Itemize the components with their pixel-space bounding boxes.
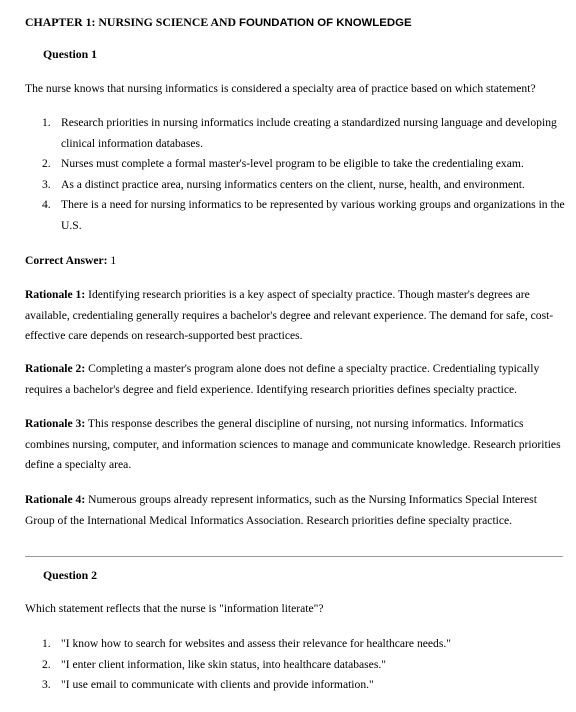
rationale-1 [25,285,563,347]
rationale-text: Numerous groups already represent informatics, such as the Nursing Informatics Special Interest Group of the International Medical Informatics Association. Research priorities define specialty practice. [25,493,537,527]
chapter-title [25,15,412,30]
rationale-label: Rationale 4: [25,493,86,506]
question-2-title: Question 2 [43,568,98,582]
rationale-3 [25,414,563,476]
option-item [25,195,565,236]
rationale-text: Identifying research priorities is a key aspect of specialty practice. Though master's degrees are available, credentialing generally requires a bachelor's degree and relevant experience. The demand for safe, cost-effective care depends on research-supported best practices. [25,288,554,343]
option-number: 2. [42,657,51,671]
question-2-stem: Which statement reflects that the nurse is "information literate"? [25,602,324,615]
question-1-options [25,113,565,236]
question-1-title: Question 1 [43,47,98,61]
option-item [25,154,565,175]
rationale-text: This response describes the general discipline of nursing, not nursing informatics. Informatics combines nursing, computer, and information sciences to manage and communicate knowledge. Research priorities define a specialty area. [25,417,561,472]
option-text: There is a need for nursing informatics to be represented by various working groups and organizations in the U.S. [61,198,565,232]
section-divider [25,556,563,557]
option-item [25,634,565,655]
rationale-2 [25,359,563,400]
rationale-label: Rationale 1: [25,288,86,301]
option-text: "I enter client information, like skin status, into healthcare databases." [61,657,386,671]
option-number: 4. [42,198,51,211]
rationale-label: Rationale 2: [25,362,86,375]
option-number: 3. [42,678,51,691]
chapter-title-part-1: CHAPTER 1: NURSING SCIENCE AND [25,15,240,29]
question-2-options [25,634,565,696]
rationale-text: Completing a master's program alone does not define a specialty practice. Credentialing typically requires a bachelor's degree and field experience. Identifying research priorities defines specialty practice. [25,362,540,396]
rationale-label: Rationale 3: [25,417,86,430]
option-number: 3. [42,177,51,191]
option-text: Research priorities in nursing informatics include creating a standardized nursing language and developing clinical information databases. [61,116,557,150]
option-text: As a distinct practice area, nursing informatics centers on the client, nurse, health, and environment. [61,177,525,191]
option-number: 1. [42,116,51,129]
option-item [25,113,565,154]
correct-answer-value: 1 [107,254,117,267]
option-text: "I know how to search for websites and assess their relevance for healthcare needs." [61,637,451,650]
option-item [25,655,565,676]
option-text: Nurses must complete a formal master's-level program to be eligible to take the credentialing exam. [61,157,524,170]
rationale-4 [25,490,563,531]
option-item [25,675,565,696]
option-number: 1. [42,637,51,650]
correct-answer [25,251,116,271]
correct-answer-label: Correct Answer: [25,254,108,267]
option-item [25,175,565,196]
question-1-stem: The nurse knows that nursing informatics is considered a specialty area of practice based on which statement? [25,82,536,95]
option-number: 2. [42,157,51,170]
chapter-title-part-2: FOUNDATION OF KNOWLEDGE [239,17,412,29]
option-text: "I use email to communicate with clients and provide information." [61,678,374,691]
